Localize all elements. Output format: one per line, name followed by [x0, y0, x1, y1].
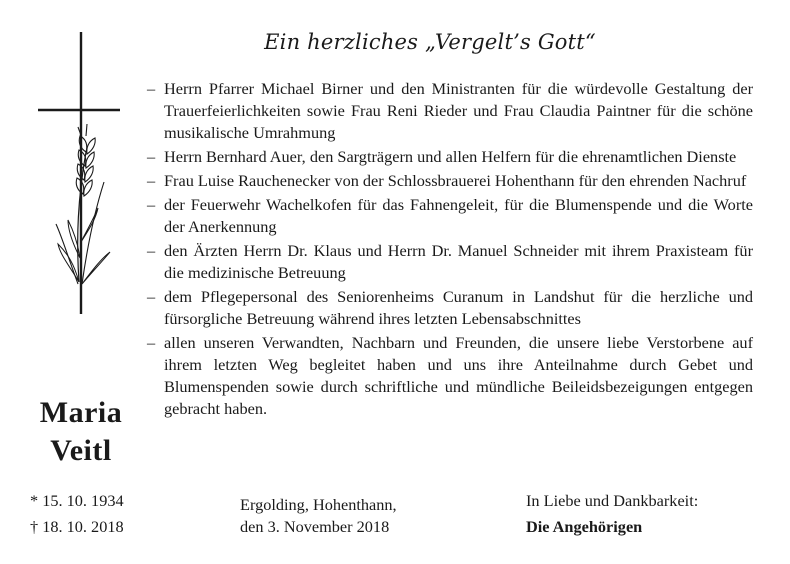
notice-title: Ein herzliches „Vergelt’s Gott“ — [264, 30, 596, 54]
closing — [526, 488, 698, 540]
deceased-first-name: Maria — [39, 396, 123, 429]
list-item: – der Feuerwehr Wachelkofen für das Fahnengeleit, für die Blumenspende und die Worte der Anerkennung — [147, 195, 753, 236]
place-and-date — [240, 494, 397, 538]
place-line: Ergolding, Hohenthann, — [240, 495, 397, 514]
list-item: – Herrn Bernhard Auer, den Sargträgern und allen Helfern für die ehrenamtlichen Dienste — [147, 147, 737, 166]
list-item: – Herrn Pfarrer Michael Birner und den Ministranten für die würdevolle Gestaltung der Trauerfeierlichkeiten sowie Frau Reni Rieder und Frau Claudia Paintner für die schöne musikalische Umrahmung — [147, 79, 753, 142]
thanks-list — [147, 78, 753, 422]
signature: Die Angehörigen — [526, 517, 643, 536]
list-item: – allen unseren Verwandten, Nachbarn und Freunden, die unsere liebe Verstorbene auf ihrem letzten Weg begleitet haben und uns ihre Anteilnahme durch Gebet und Blumenspenden sowie durch schriftliche und mündliche Beileidsbezeigungen entgegen gebracht haben. — [147, 333, 753, 418]
date-line: den 3. November 2018 — [240, 517, 390, 536]
birth-date: * 15. 10. 1934 — [30, 491, 124, 510]
death-date: † 18. 10. 2018 — [30, 517, 124, 536]
list-item: – den Ärzten Herrn Dr. Klaus und Herrn Dr. Manuel Schneider mit ihrem Praxisteam für die medizinische Betreuung — [147, 241, 753, 282]
cross-with-wheat-icon — [38, 32, 120, 314]
deceased-name — [20, 394, 142, 470]
list-item: – dem Pflegepersonal des Seniorenheims Curanum in Landshut für die herzliche und fürsorgliche Betreuung während ihres letzten Lebensabschnittes — [147, 287, 753, 328]
life-dates — [30, 488, 124, 540]
list-item: – Frau Luise Rauchenecker von der Schlossbrauerei Hohenthann für den ehrenden Nachruf — [147, 171, 747, 190]
closing-line: In Liebe und Dankbarkeit: — [526, 491, 699, 510]
deceased-last-name: Veitl — [50, 434, 112, 467]
